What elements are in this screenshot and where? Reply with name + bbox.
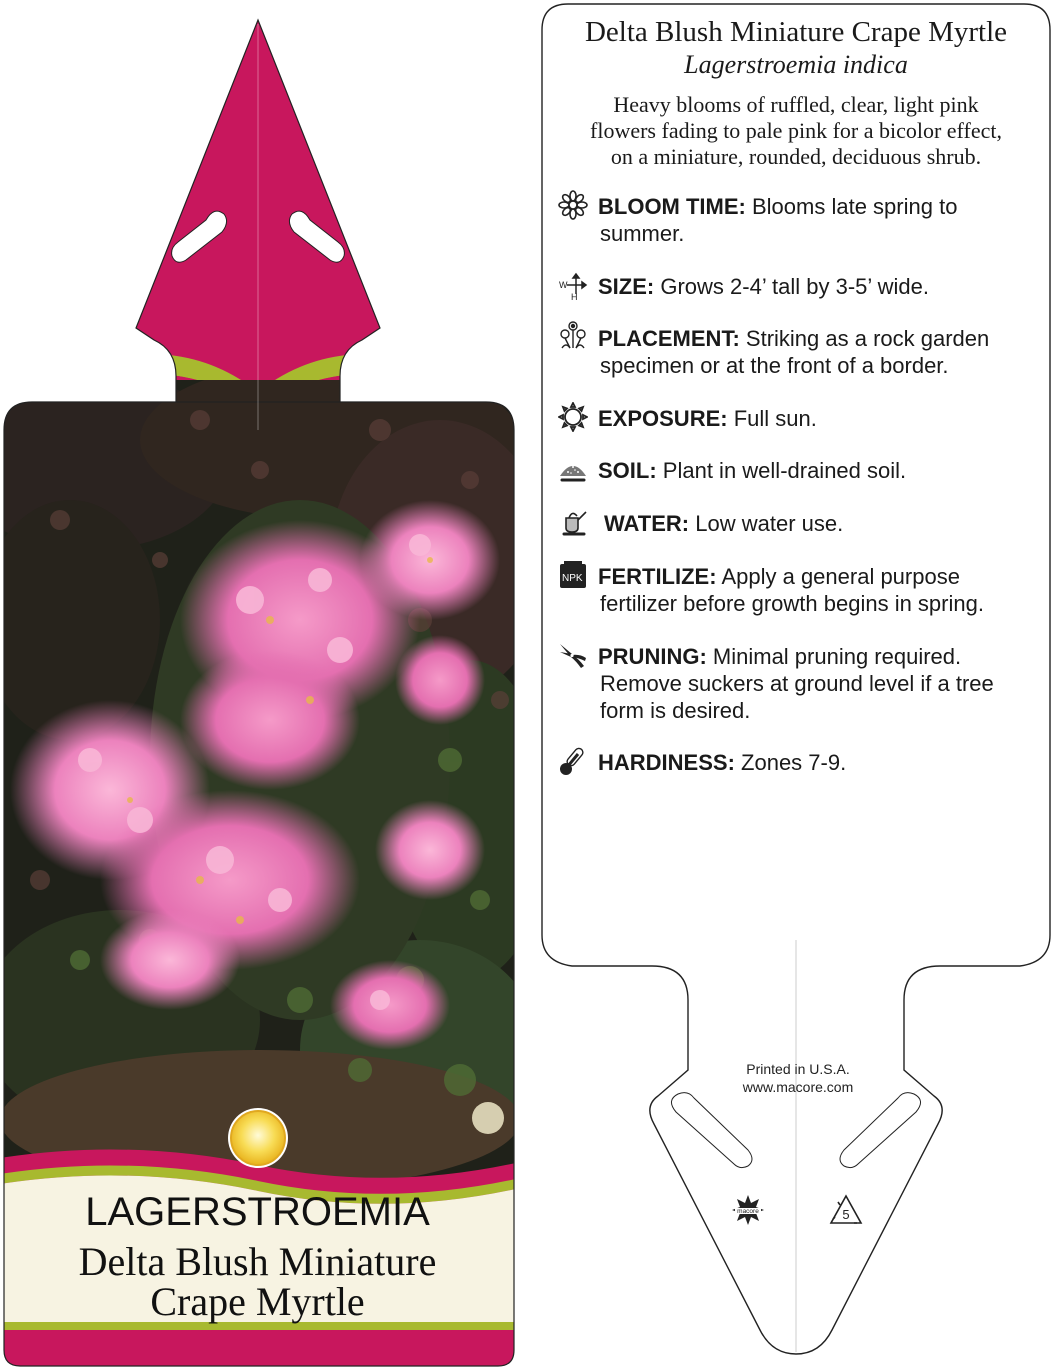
website-link[interactable]: www.macore.com bbox=[742, 1079, 854, 1095]
care-text: Plant in well-drained soil. bbox=[662, 458, 907, 483]
care-text: Apply a general purpose bbox=[721, 564, 960, 589]
back-title: Delta Blush Miniature Crape Myrtle bbox=[584, 16, 1007, 48]
care-text: Full sun. bbox=[733, 406, 817, 431]
pruners-icon bbox=[558, 640, 588, 670]
care-text: Minimal pruning required. bbox=[712, 644, 962, 669]
macore-logo bbox=[731, 1193, 765, 1227]
care-hardiness bbox=[598, 749, 1038, 776]
care-bloom-time bbox=[598, 193, 1038, 247]
description-line: on a miniature, rounded, deciduous shrub. bbox=[610, 144, 982, 169]
care-text: specimen or at the front of a border. bbox=[600, 353, 949, 378]
full-sun-icon bbox=[228, 1108, 288, 1168]
care-text: fertilizer before growth begins in spring. bbox=[600, 591, 984, 616]
care-text: Zones 7-9. bbox=[741, 750, 847, 775]
care-soil bbox=[598, 457, 1038, 484]
care-label: WATER: bbox=[604, 511, 690, 536]
size-arrows-icon bbox=[558, 270, 588, 300]
description-line: flowers fading to pale pink for a bicolor effect, bbox=[590, 118, 1002, 143]
care-label: SIZE: bbox=[598, 274, 655, 299]
recycle-5-icon bbox=[828, 1193, 864, 1227]
care-water bbox=[604, 510, 1044, 537]
care-label: EXPOSURE: bbox=[598, 406, 728, 431]
description-line: Heavy blooms of ruffled, clear, light pink bbox=[613, 92, 979, 117]
care-text: Blooms late spring to bbox=[752, 194, 958, 219]
thermometer-icon bbox=[558, 746, 588, 776]
botanical-name: Lagerstroemia indica bbox=[684, 50, 908, 79]
care-fertilize bbox=[598, 563, 1038, 617]
svg-text:H: H bbox=[571, 292, 578, 300]
care-placement bbox=[598, 325, 1038, 379]
common-name-line1: Delta Blush Miniature bbox=[78, 1239, 437, 1284]
care-text: Low water use. bbox=[695, 511, 844, 536]
soil-icon bbox=[558, 454, 588, 484]
care-label: PRUNING: bbox=[598, 644, 707, 669]
svg-text:NPK: NPK bbox=[562, 573, 583, 584]
npk-fertilizer-icon bbox=[558, 560, 588, 590]
flower-icon bbox=[558, 190, 588, 220]
care-label: BLOOM TIME: bbox=[598, 194, 746, 219]
plant-description bbox=[548, 92, 1044, 170]
watering-can-icon bbox=[558, 506, 588, 536]
care-text: summer. bbox=[600, 221, 685, 246]
care-label: PLACEMENT: bbox=[598, 326, 740, 351]
care-text: Striking as a rock garden bbox=[745, 326, 990, 351]
placement-flowers-icon bbox=[558, 320, 588, 350]
care-text: Grows 2-4’ tall by 3-5’ wide. bbox=[660, 274, 929, 299]
care-label: FERTILIZE: bbox=[598, 564, 717, 589]
care-label: HARDINESS: bbox=[598, 750, 735, 775]
care-size bbox=[598, 273, 1038, 300]
care-text: Remove suckers at ground level if a tree bbox=[600, 671, 994, 696]
care-exposure bbox=[598, 405, 1038, 432]
care-pruning bbox=[598, 643, 1038, 724]
svg-text:5: 5 bbox=[842, 1207, 850, 1222]
printed-in-usa: Printed in U.S.A. bbox=[746, 1061, 850, 1077]
svg-text:W: W bbox=[559, 280, 568, 290]
care-label: SOIL: bbox=[598, 458, 657, 483]
sun-icon bbox=[558, 402, 588, 432]
care-text: form is desired. bbox=[600, 698, 751, 723]
svg-text:macore: macore bbox=[737, 1208, 759, 1215]
genus-name: LAGERSTROEMIA bbox=[85, 1190, 430, 1234]
common-name-line2: Crape Myrtle bbox=[150, 1279, 365, 1324]
